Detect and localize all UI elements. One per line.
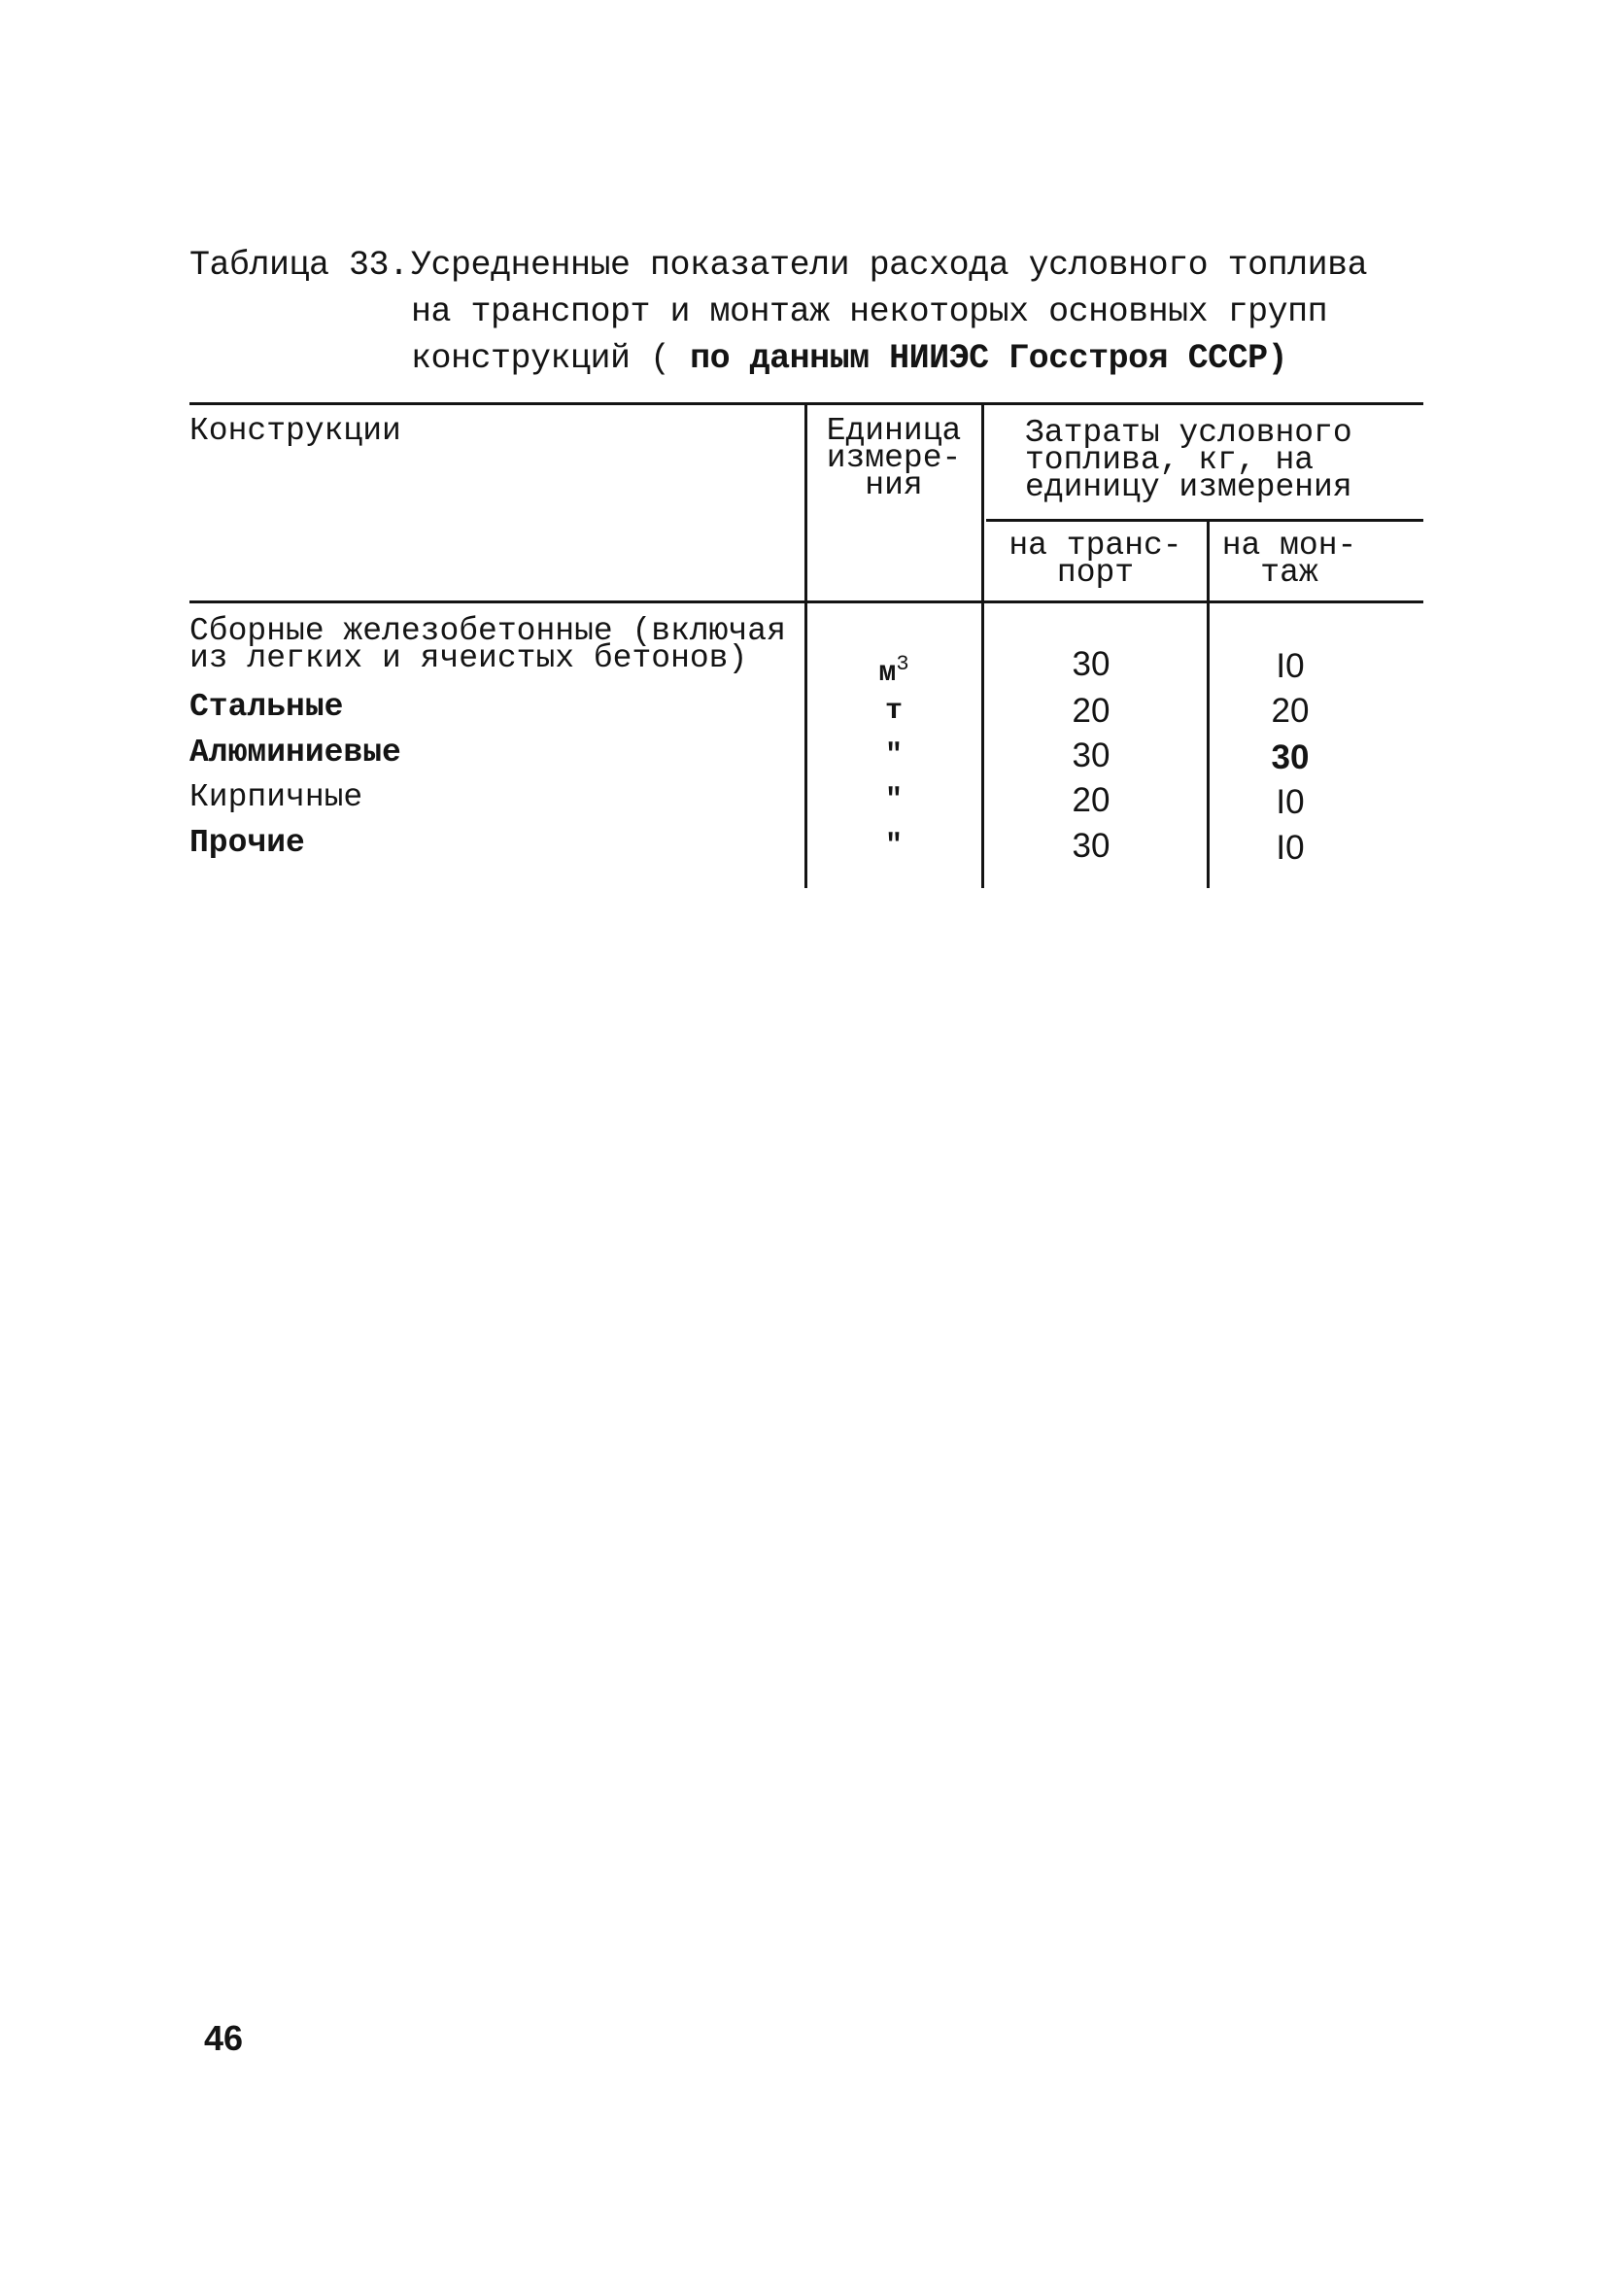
- caption-line-1: Усредненные показатели расхода условного топлива: [411, 246, 1368, 285]
- header-mounting-line: таж: [1260, 555, 1318, 591]
- header-constructions: Конструкции: [189, 413, 401, 449]
- row-mounting: I0: [1276, 647, 1305, 685]
- header-unit: [811, 413, 976, 503]
- rule-col-1: [804, 402, 807, 888]
- header-fuel-costs: [1025, 415, 1352, 505]
- row-unit-text: м: [878, 657, 897, 690]
- header-transport: [986, 528, 1205, 591]
- row-unit: [855, 645, 933, 693]
- table-row-name: [189, 689, 344, 725]
- row-transport: 30: [1072, 737, 1111, 774]
- rule-col-3: [1207, 519, 1210, 888]
- row-transport: 30: [1072, 827, 1111, 865]
- rule-col-2: [981, 402, 984, 888]
- row-name-line: Алюминиевые: [189, 735, 401, 771]
- row-mounting: I0: [1276, 829, 1305, 867]
- rule-subheader: [986, 519, 1423, 522]
- row-name-line: Кирпичные: [189, 779, 363, 815]
- header-unit-line: измере-: [826, 440, 962, 476]
- row-unit: ": [884, 784, 903, 817]
- row-unit: ": [884, 830, 903, 863]
- header-fuel-line: топлива, кг, на: [1025, 442, 1315, 478]
- caption-line-3-source: по данным НИИЭС Госстроя СССР): [690, 339, 1288, 378]
- table-row-name: [189, 825, 305, 861]
- row-mounting: I0: [1276, 783, 1305, 821]
- caption-line-3-plain: конструкций (: [411, 339, 670, 378]
- row-transport: 20: [1072, 692, 1111, 730]
- row-unit-sup: 3: [896, 652, 909, 676]
- table-row-name: [189, 779, 363, 815]
- table-row-name: [189, 613, 786, 676]
- row-name-line: из легких и ячеистых бетонов): [189, 640, 748, 676]
- row-unit: т: [884, 695, 903, 728]
- header-mounting-line: на мон-: [1221, 528, 1357, 564]
- caption-line-2: на транспорт и монтаж некоторых основных групп: [411, 292, 1328, 331]
- header-transport-line: на транс-: [1008, 528, 1182, 564]
- row-unit: ": [884, 739, 903, 772]
- row-mounting: 20: [1271, 692, 1310, 730]
- caption-line-3: [411, 336, 1287, 382]
- row-mounting: 30: [1271, 738, 1310, 776]
- row-transport: 20: [1072, 781, 1111, 819]
- caption-label: Таблица 33.: [189, 246, 409, 285]
- header-fuel-line: единицу измерения: [1025, 469, 1352, 505]
- page-number: 46: [204, 2018, 244, 2058]
- row-name-line: Прочие: [189, 825, 305, 861]
- row-transport: 30: [1072, 645, 1111, 683]
- table-row-name: [189, 735, 401, 771]
- header-mounting: [1212, 528, 1367, 591]
- header-transport-line: порт: [1056, 555, 1135, 591]
- header-fuel-line: Затраты условного: [1025, 415, 1352, 451]
- header-unit-line: ния: [865, 467, 923, 503]
- data-table: [189, 402, 1423, 888]
- row-name-line: Стальные: [189, 689, 344, 725]
- row-name-line: Сборные железобетонные (включая: [189, 613, 786, 649]
- header-unit-line: Единица: [826, 413, 962, 449]
